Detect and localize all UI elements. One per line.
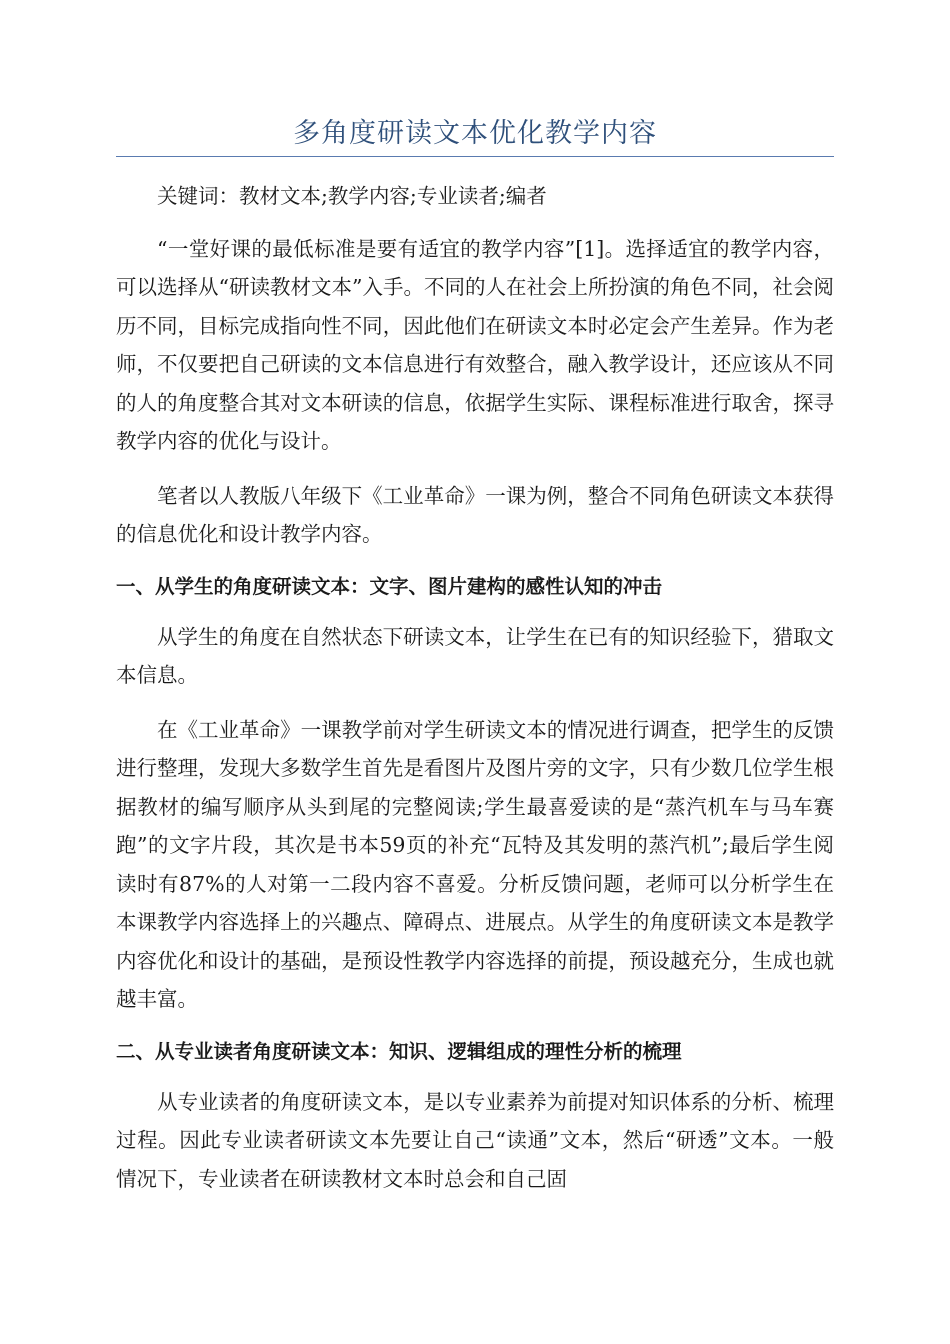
- section-1-paragraph-2: 在《工业革命》一课教学前对学生研读文本的情况进行调查，把学生的反馈进行整理，发现大多数学生首先是看图片及图片旁的文字，只有少数几位学生根据教材的编写顺序从头到尾的完整阅读;学生最喜爱读的是“蒸汽机车与马车赛跑”的文字片段，其次是书本59页的补充“瓦特及其发明的蒸汽机”;最后学生阅读时有87%的人对第一二段内容不喜爱。分析反馈问题，老师可以分析学生在本课教学内容选择上的兴趣点、障碍点、进展点。从学生的角度研读文本是教学内容优化和设计的基础，是预设性教学内容选择的前提，预设越充分，生成也就越丰富。: [116, 717, 834, 1011]
- document-page: [116, 0, 834, 1198]
- section-1-paragraph-1: 从学生的角度在自然状态下研读文本，让学生在已有的知识经验下，猎取文本信息。: [116, 624, 834, 687]
- intro-paragraph-1: “一堂好课的最低标准是要有适宜的教学内容”[1]。选择适宜的教学内容，可以选择从“研读教材文本”入手。不同的人在社会上所扮演的角色不同，社会阅历不同，目标完成指向性不同，因此他们在研读文本时必定会产生差异。作为老师，不仅要把自己研读的文本信息进行有效整合，融入教学设计，还应该从不同的人的角度整合其对文本研读的信息，依据学生实际、课程标准进行取舍，探寻教学内容的优化与设计。: [116, 236, 834, 453]
- section-2-paragraph-1: 从专业读者的角度研读文本，是以专业素养为前提对知识体系的分析、梳理过程。因此专业读者研读文本先要让自己“读通”文本，然后“研透”文本。一般情况下，专业读者在研读教材文本时总会和自己固: [116, 1089, 834, 1191]
- intro-paragraph-2: 笔者以人教版八年级下《工业革命》一课为例，整合不同角色研读文本获得的信息优化和设计教学内容。: [116, 483, 834, 546]
- section-1-heading: 一、从学生的角度研读文本：文字、图片建构的感性认知的冲击: [116, 574, 663, 598]
- document-title: 多角度研读文本优化教学内容: [293, 118, 657, 149]
- keywords-line: 关键词：教材文本;教学内容;专业读者;编者: [157, 184, 547, 208]
- title-divider: [116, 156, 834, 157]
- section-2-heading: 二、从专业读者角度研读文本：知识、逻辑组成的理性分析的梳理: [116, 1039, 682, 1063]
